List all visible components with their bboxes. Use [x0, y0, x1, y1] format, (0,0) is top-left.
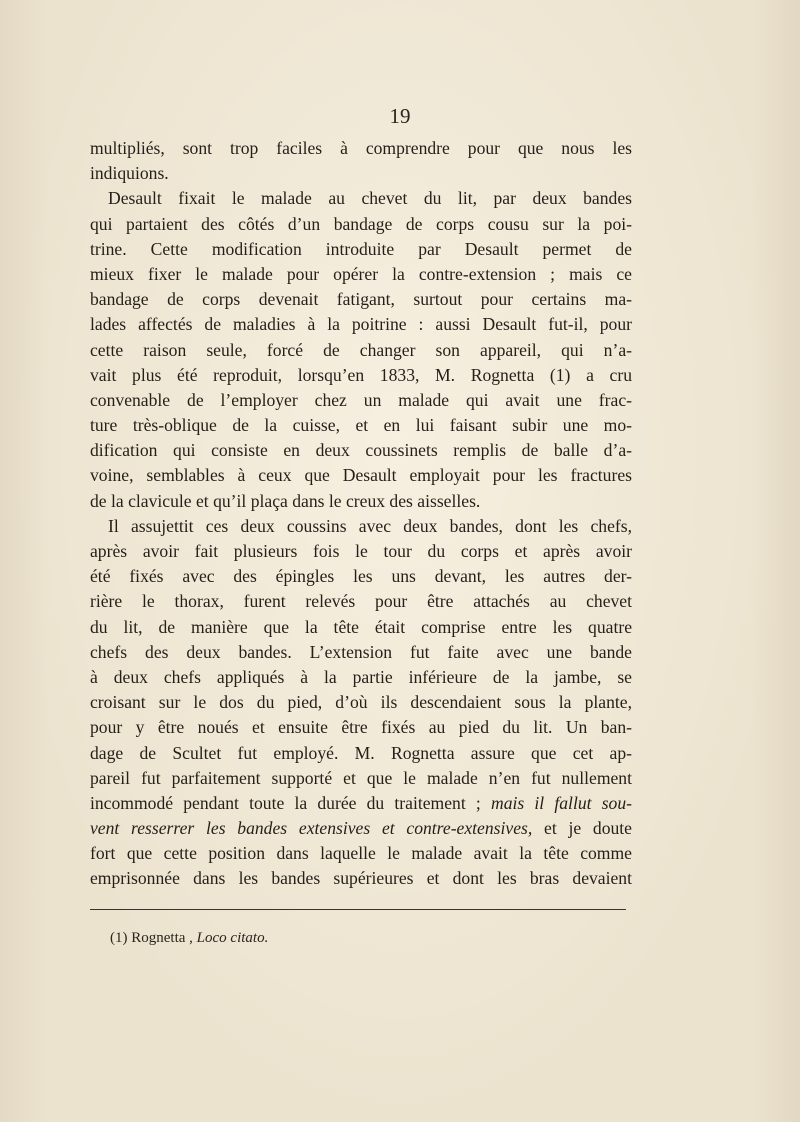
text-line: indiquions. [90, 163, 169, 184]
text-line: multipliés, sont trop faciles à comprendre pour que nous les [90, 138, 632, 158]
footnote-author: Rognetta , [131, 930, 193, 946]
text-line: mieux fixer le malade pour opérer la contre-extension ; mais ce [90, 263, 632, 284]
text-line: lades affectés de maladies à la poitrine : aussi Desault fut-il, pour [90, 314, 632, 335]
text-line: fort que cette position dans laquelle le malade avait la tête comme [90, 843, 632, 864]
text-line: pour y être noués et ensuite être fixés au pied du lit. Un ban- [90, 717, 632, 738]
text-line: à deux chefs appliqués à la partie inférieure de la jambe, se [90, 666, 632, 687]
text-line: de la clavicule et qu’il plaça dans le creux des aisselles. [90, 490, 481, 511]
text-line: croisant sur le dos du pied, d’où ils descendaient sous la plante, [90, 692, 632, 713]
text-line: qui partaient des côtés d’un bandage de corps cousu sur la poi- [90, 213, 632, 234]
text-line: bandage de corps devenait fatigant, surtout pour certains ma- [90, 289, 632, 310]
text-line: Il assujettit ces deux coussins avec deux bandes, dont les chefs, [108, 515, 632, 536]
text-line: dification qui consiste en deux coussinets remplis de balle d’a- [90, 440, 632, 461]
text-line: ture très-oblique de la cuisse, et en lui faisant subir une mo- [90, 415, 632, 436]
text-line: chefs des deux bandes. L’extension fut faite avec une bande [90, 641, 632, 662]
text-line [90, 816, 632, 841]
text-line-start: incommodé pendant toute la durée du traitement ; [90, 792, 481, 813]
footnote [110, 930, 268, 947]
text-line [90, 791, 632, 816]
text-line: rière le thorax, furent relevés pour être attachés au chevet [90, 591, 632, 612]
text-line: vait plus été reproduit, lorsqu’en 1833, M. Rognetta (1) a cru [90, 364, 632, 385]
italic-phrase: mais il fallut sou- [490, 792, 632, 813]
text-line: dage de Scultet fut employé. M. Rognetta assure que cet ap- [90, 742, 632, 763]
text-line: emprisonnée dans les bandes supérieures et dont les bras devaient [90, 868, 632, 889]
text-line: voine, semblables à ceux que Desault employait pour les fractures [90, 465, 632, 486]
text-line: Desault fixait le malade au chevet du lit, par deux bandes [108, 188, 632, 209]
footnote-reference: Loco citato. [196, 930, 269, 946]
text-line: après avoir fait plusieurs fois le tour du corps et après avoir [90, 541, 632, 561]
body-text [90, 136, 632, 892]
footnote-marker: (1) [110, 930, 128, 946]
footnote-rule [90, 909, 626, 910]
text-line: convenable de l’employer chez un malade qui avait une frac- [90, 389, 632, 410]
text-line: cette raison seule, forcé de changer son appareil, qui n’a- [90, 339, 632, 360]
italic-phrase: vent resserrer les bandes extensives et contre-extensives, [90, 818, 533, 839]
text-line-end: et je doute [544, 818, 632, 839]
page-number: 19 [389, 104, 411, 128]
text-line: pareil fut parfaitement supporté et que le malade n’en fut nullement [90, 767, 632, 788]
text-line: été fixés avec des épingles les uns devant, les autres der- [90, 566, 632, 587]
text-line: trine. Cette modification introduite par Desault permet de [90, 238, 632, 259]
text-line: du lit, de manière que la tête était comprise entre les quatre [90, 616, 632, 637]
